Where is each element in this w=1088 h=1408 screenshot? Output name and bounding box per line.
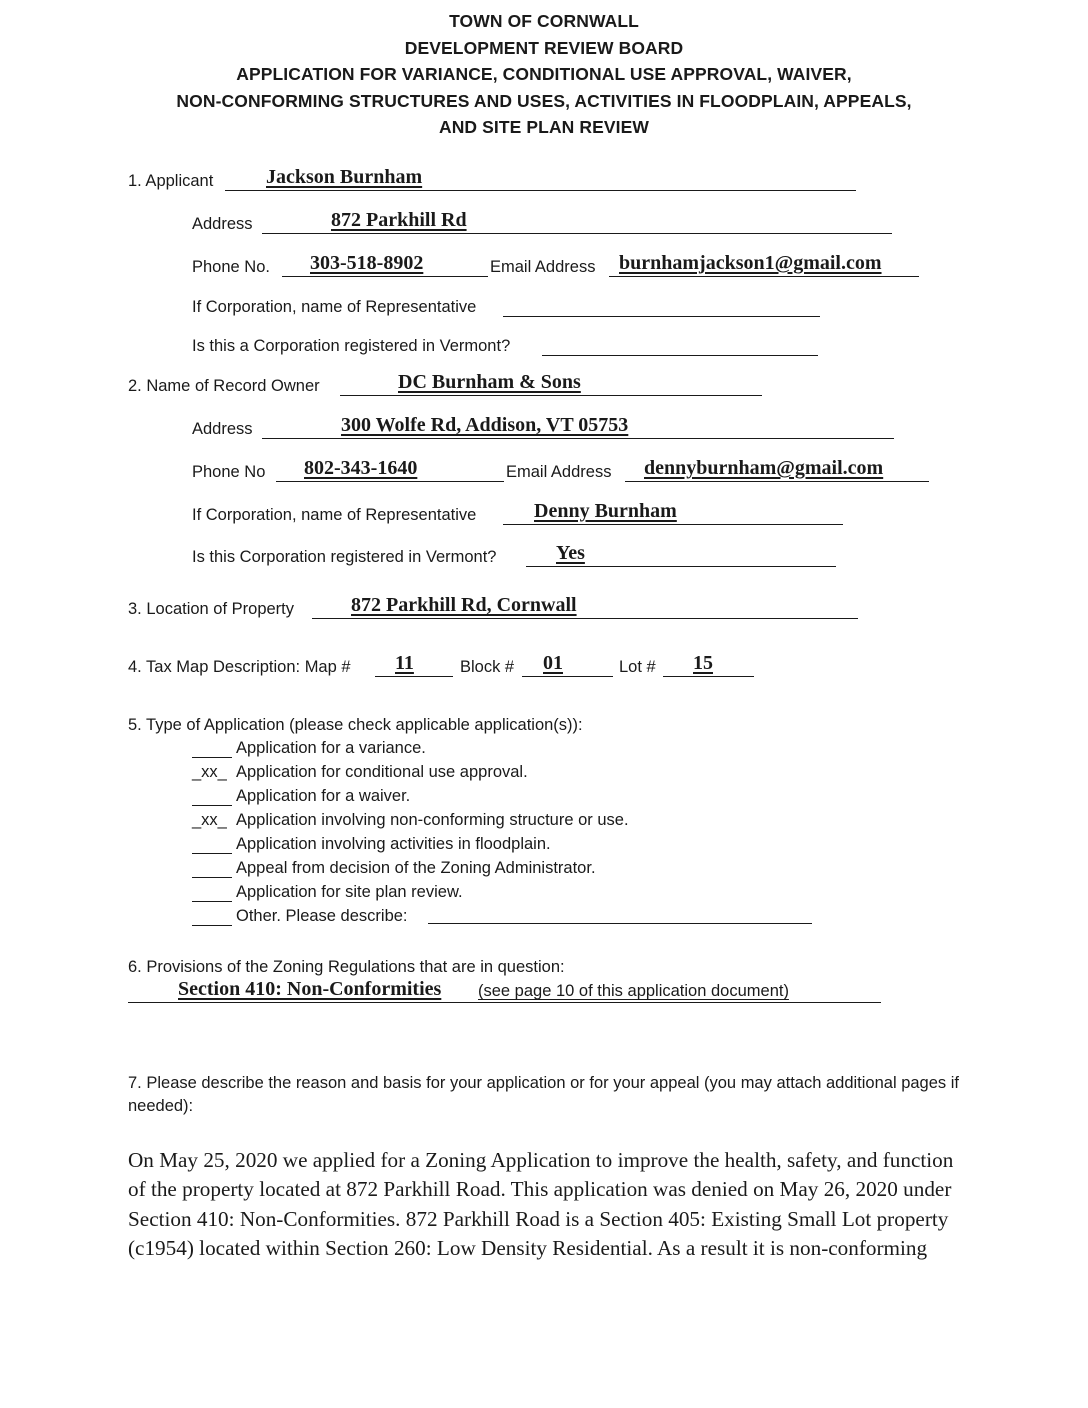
owner-name-field[interactable]: DC Burnham & Sons (398, 371, 581, 393)
applicant-line (225, 190, 856, 191)
provisions-field[interactable]: Section 410: Non-Conformities (178, 978, 442, 1000)
option-label: Application for a variance. (236, 739, 426, 757)
applicant-registered-label: Is this a Corporation registered in Vermont? (192, 337, 511, 355)
lot-line (663, 676, 754, 677)
tax-map-row (128, 652, 768, 680)
applicant-email-label: Email Address (490, 258, 596, 276)
checkbox-blank[interactable] (192, 738, 232, 758)
header-title-line3: AND SITE PLAN REVIEW (438, 117, 650, 138)
applicant-rep-row (192, 296, 832, 320)
owner-address-line (262, 438, 894, 439)
tax-map-label: 4. Tax Map Description: Map # (128, 658, 351, 676)
application-type-heading-row (128, 714, 828, 738)
tax-map-field[interactable]: 11 (395, 652, 414, 674)
applicant-phone-label: Phone No. (192, 258, 270, 276)
applicant-email-field[interactable]: burnhamjackson1@gmail.com (619, 252, 882, 274)
owner-registered-field[interactable]: Yes (556, 542, 585, 564)
block-field[interactable]: 01 (543, 652, 563, 674)
option-mark-checked[interactable]: _xx_ (192, 763, 227, 781)
applicant-rep-label: If Corporation, name of Representative (192, 298, 477, 316)
option-label: Application for site plan review. (236, 883, 463, 901)
option-label: Other. Please describe: (236, 907, 408, 925)
reason-label: 7. Please describe the reason and basis for your application or for your appeal (you may attach additional pages if needed): (128, 1074, 959, 1115)
applicant-label: 1. Applicant (128, 172, 214, 190)
provisions-line (128, 1002, 881, 1003)
owner-registered-line (526, 566, 836, 567)
option-mark-checked[interactable]: _xx_ (192, 811, 227, 829)
owner-contact-row (192, 457, 937, 485)
owner-email-field[interactable]: dennyburnham@gmail.com (644, 457, 884, 479)
applicant-contact-row (192, 252, 932, 280)
header-board: DEVELOPMENT REVIEW BOARD (404, 37, 684, 58)
property-row (128, 594, 868, 622)
tax-map-line (375, 676, 453, 677)
checkbox-blank[interactable] (192, 882, 232, 902)
option-label: Application involving activities in floodplain. (236, 835, 551, 853)
owner-address-row (192, 414, 902, 442)
block-line (522, 676, 613, 677)
application-type-label: 5. Type of Application (please check applicable application(s)): (128, 716, 583, 734)
applicant-address-field[interactable]: 872 Parkhill Rd (331, 209, 467, 231)
provisions-note: (see page 10 of this application document) (478, 982, 789, 1000)
applicant-address-row (192, 209, 902, 237)
owner-phone-line (276, 481, 504, 482)
property-line (312, 618, 858, 619)
header-title-line2: NON-CONFORMING STRUCTURES AND USES, ACTIVITIES IN FLOODPLAIN, APPEALS, (176, 90, 912, 111)
owner-email-line (625, 481, 929, 482)
owner-row (128, 371, 768, 399)
applicant-row (128, 166, 868, 194)
applicant-phone-field[interactable]: 303-518-8902 (310, 252, 424, 274)
owner-registered-label: Is this Corporation registered in Vermont? (192, 548, 497, 566)
option-label: Application for conditional use approval. (236, 763, 528, 781)
applicant-rep-line[interactable] (503, 316, 820, 317)
property-label: 3. Location of Property (128, 600, 295, 618)
other-description-line[interactable] (428, 923, 812, 924)
owner-registered-row (192, 542, 852, 570)
applicant-name-field[interactable]: Jackson Burnham (266, 166, 423, 188)
provisions-label: 6. Provisions of the Zoning Regulations that are in question: (128, 958, 565, 976)
reason-text[interactable]: On May 25, 2020 we applied for a Zoning Application to improve the health, safety, and function of the property located at 872 Parkhill Road. This application was denied on May 26, 2020 under Section 410: Non-Conformities. 872 Parkhill Road is a Section 405: Existing Small Lot property (c1954) located within Section 260: Low Density Residential. As a result it is non-conforming (128, 1148, 954, 1260)
applicant-address-label: Address (192, 215, 253, 233)
header-town: TOWN OF CORNWALL (449, 11, 639, 31)
applicant-registered-line[interactable] (542, 355, 818, 356)
provisions-heading-row (128, 956, 828, 980)
owner-line (340, 395, 762, 396)
lot-label: Lot # (619, 658, 656, 676)
owner-phone-field[interactable]: 802-343-1640 (304, 457, 418, 479)
checkbox-blank[interactable] (192, 834, 232, 854)
checkbox-blank[interactable] (192, 786, 232, 806)
option-label: Appeal from decision of the Zoning Administrator. (236, 859, 596, 877)
form-header (0, 8, 1088, 141)
property-location-field[interactable]: 872 Parkhill Rd, Cornwall (351, 594, 577, 616)
applicant-address-line (262, 233, 892, 234)
owner-rep-line (503, 524, 843, 525)
applicant-email-line (609, 276, 919, 277)
provisions-value-row (128, 978, 888, 1006)
applicant-registered-row (192, 335, 832, 359)
applicant-phone-line (282, 276, 488, 277)
owner-rep-label: If Corporation, name of Representative (192, 506, 477, 524)
owner-rep-row (192, 500, 852, 528)
checkbox-blank[interactable] (192, 906, 232, 926)
owner-email-label: Email Address (506, 463, 612, 481)
owner-address-field[interactable]: 300 Wolfe Rd, Addison, VT 05753 (341, 414, 629, 436)
owner-label: 2. Name of Record Owner (128, 377, 320, 395)
checkbox-blank[interactable] (192, 858, 232, 878)
header-title-line1: APPLICATION FOR VARIANCE, CONDITIONAL USE APPROVAL, WAIVER, (236, 64, 852, 85)
lot-field[interactable]: 15 (693, 652, 713, 674)
owner-phone-label: Phone No (192, 463, 266, 481)
option-label: Application involving non-conforming structure or use. (236, 811, 629, 829)
option-label: Application for a waiver. (236, 787, 411, 805)
owner-address-label: Address (192, 420, 253, 438)
owner-rep-field[interactable]: Denny Burnham (534, 500, 677, 522)
block-label: Block # (460, 658, 515, 676)
